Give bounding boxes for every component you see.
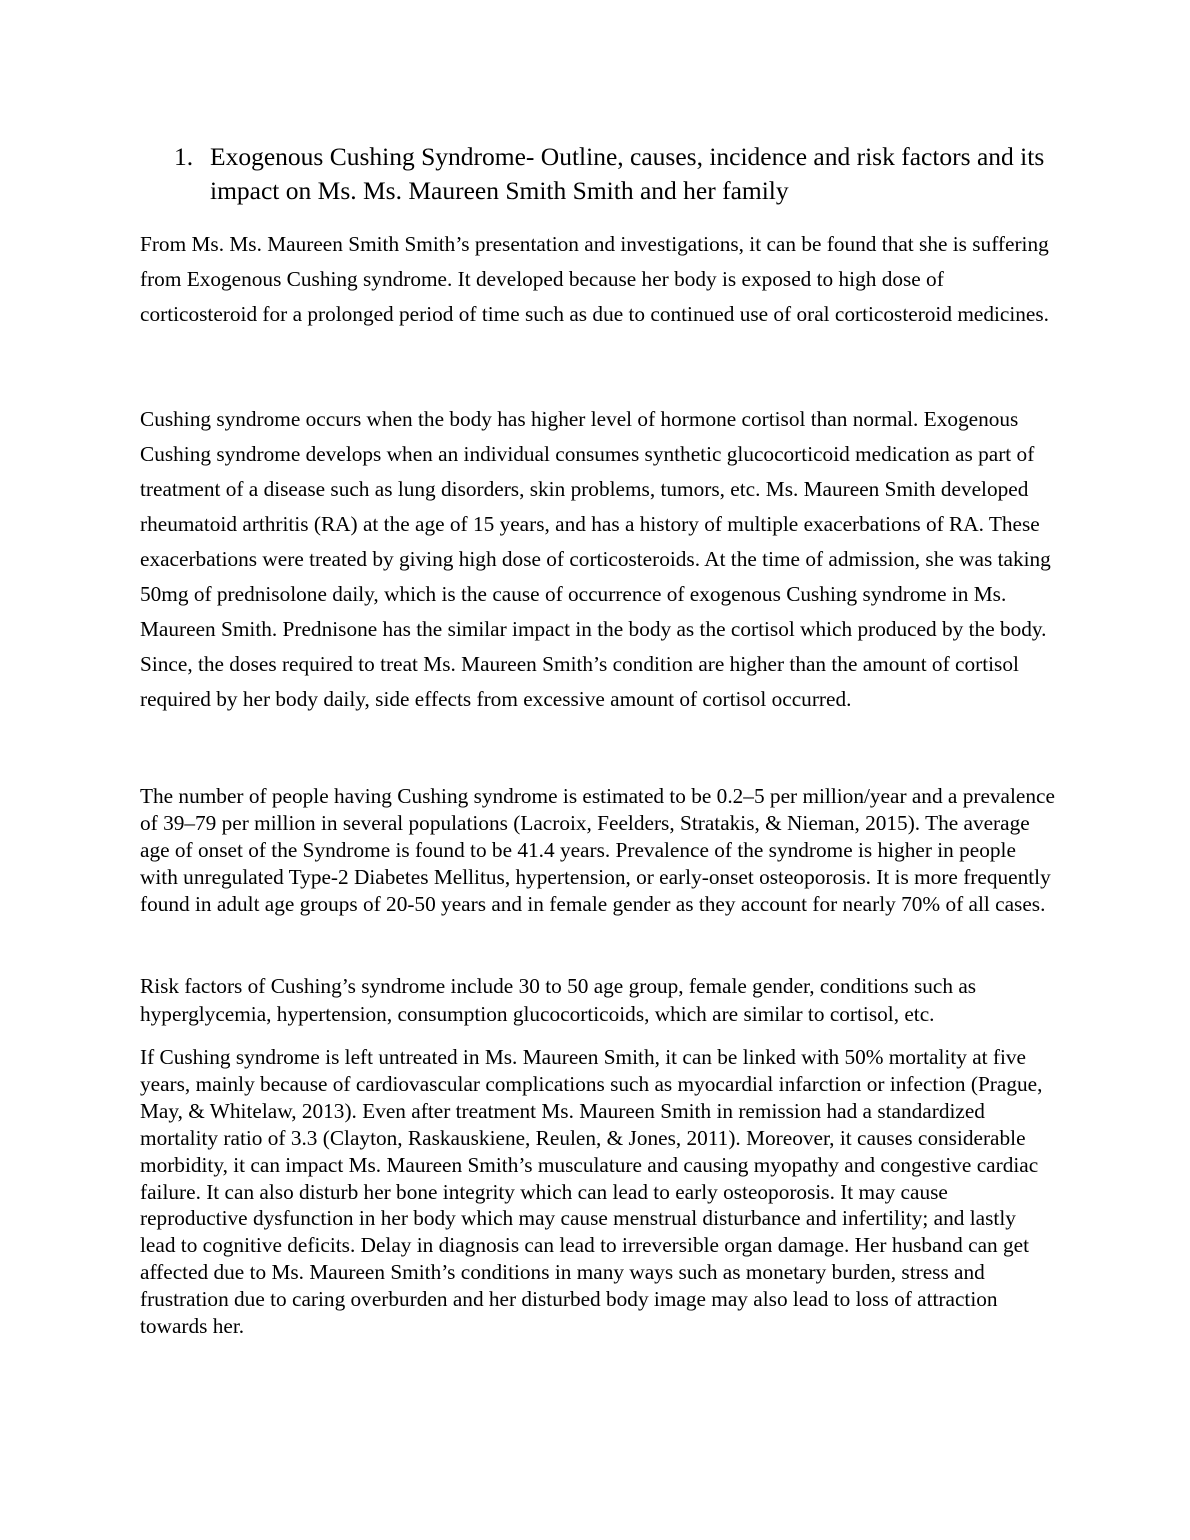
- section-heading: [174, 140, 1054, 208]
- paragraph-causes: Cushing syndrome occurs when the body has higher level of hormone cortisol than normal. Exogenous Cushing syndrome develops when an individual consumes synthetic glucocorticoid medication as part of treatment of a disease such as lung disorders, skin problems, tumors, etc. Ms. Maureen Smith developed rheumatoid arthritis (RA) at the age of 15 years, and has a history of multiple exacerbations of RA. These exacerbations were treated by giving high dose of corticosteroids. At the time of admission, she was taking 50mg of prednisolone daily, which is the cause of occurrence of exogenous Cushing syndrome in Ms. Maureen Smith. Prednisone has the similar impact in the body as the cortisol which produced by the body. Since, the doses required to treat Ms. Maureen Smith’s condition are higher than the amount of cortisol required by her body daily, side effects from excessive amount of cortisol occurred.: [140, 407, 1051, 711]
- heading-text: Exogenous Cushing Syndrome- Outline, causes, incidence and risk factors and its impact on Ms. Ms. Maureen Smith Smith and her family: [210, 142, 1045, 205]
- paragraph-incidence: The number of people having Cushing syndrome is estimated to be 0.2–5 per million/year and a prevalence of 39–79 per million in several populations (Lacroix, Feelders, Stratakis, & Nieman, 2015). The average age of onset of the Syndrome is found to be 41.4 years. Prevalence of the syndrome is higher in people with unregulated Type-2 Diabetes Mellitus, hypertension, or early-onset osteoporosis. It is more frequently found in adult age groups of 20-50 years and in female gender as they account for nearly 70% of all cases.: [140, 784, 1055, 916]
- paragraph-diagnosis: From Ms. Ms. Maureen Smith Smith’s presentation and investigations, it can be found that she is suffering from Exogenous Cushing syndrome. It developed because her body is exposed to high dose of corticosteroid for a prolonged period of time such as due to continued use of oral corticosteroid medicines.: [140, 232, 1049, 326]
- paragraph-risk-factors: Risk factors of Cushing’s syndrome include 30 to 50 age group, female gender, conditions such as hyperglycemia, hypertension, consumption glucocorticoids, which are similar to cortisol, etc.: [140, 974, 977, 1026]
- paragraph-impact: If Cushing syndrome is left untreated in Ms. Maureen Smith, it can be linked with 50% mortality at five years, mainly because of cardiovascular complications such as myocardial infarction or infection (Prague, May, & Whitelaw, 2013). Even after treatment Ms. Maureen Smith in remission had a standardized mortality ratio of 3.3 (Clayton, Raskauskiene, Reulen, & Jones, 2011). Moreover, it causes considerable morbidity, it can impact Ms. Maureen Smith’s musculature and causing myopathy and congestive cardiac failure. It can also disturb her bone integrity which can lead to early osteoporosis. It may cause reproductive dysfunction in her body which may cause menstrual disturbance and infertility; and lastly lead to cognitive deficits. Delay in diagnosis can lead to irreversible organ damage. Her husband can get affected due to Ms. Maureen Smith’s conditions in many ways such as monetary burden, stress and frustration due to caring overburden and her disturbed body image may also lead to loss of attraction towards her.: [140, 1045, 1043, 1339]
- heading-number: 1.: [174, 142, 194, 171]
